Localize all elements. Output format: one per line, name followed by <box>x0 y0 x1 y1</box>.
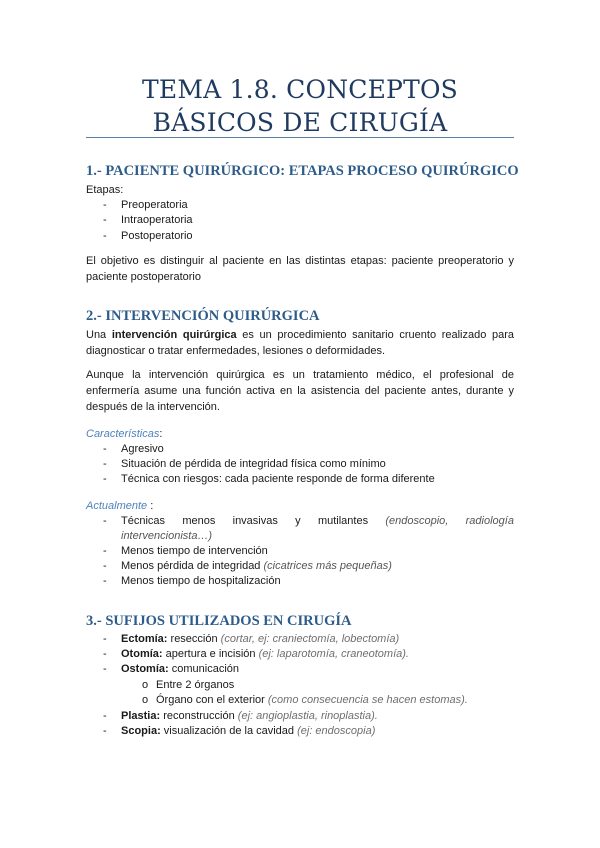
section-3-heading: 3.- SUFIJOS UTILIZADOS EN CIRUGÍA <box>86 613 352 629</box>
title-divider <box>86 137 514 138</box>
section-1-paragraph: El objetivo es distinguir al paciente en las distintas etapas: paciente preoperatorio y paciente postoperatorio <box>86 255 514 283</box>
section-2-heading: 2.- INTERVENCIÓN QUIRÚRGICA <box>86 308 320 324</box>
etapas-label: Etapas: <box>86 184 124 196</box>
section-2-paragraph-1: Una intervención quirúrgica es un procedimiento sanitario cruento realizado para diagnosticar o tratar enfermedades, lesiones o deformidades. <box>86 329 514 357</box>
caracteristicas-label: Características: <box>86 428 163 440</box>
page-title: TEMA 1.8. CONCEPTOS BÁSICOS DE CIRUGÍA <box>142 75 458 137</box>
section-1-heading: 1.- PACIENTE QUIRÚRGICO: ETAPAS PROCESO QUIRÚRGICO <box>86 163 519 179</box>
section-2-paragraph-2: Aunque la intervención quirúrgica es un tratamiento médico, el profesional de enfermería asume una función activa en la asistencia del paciente antes, durante y después de la intervención. <box>86 369 514 413</box>
actualmente-label: Actualmente : <box>86 500 154 512</box>
